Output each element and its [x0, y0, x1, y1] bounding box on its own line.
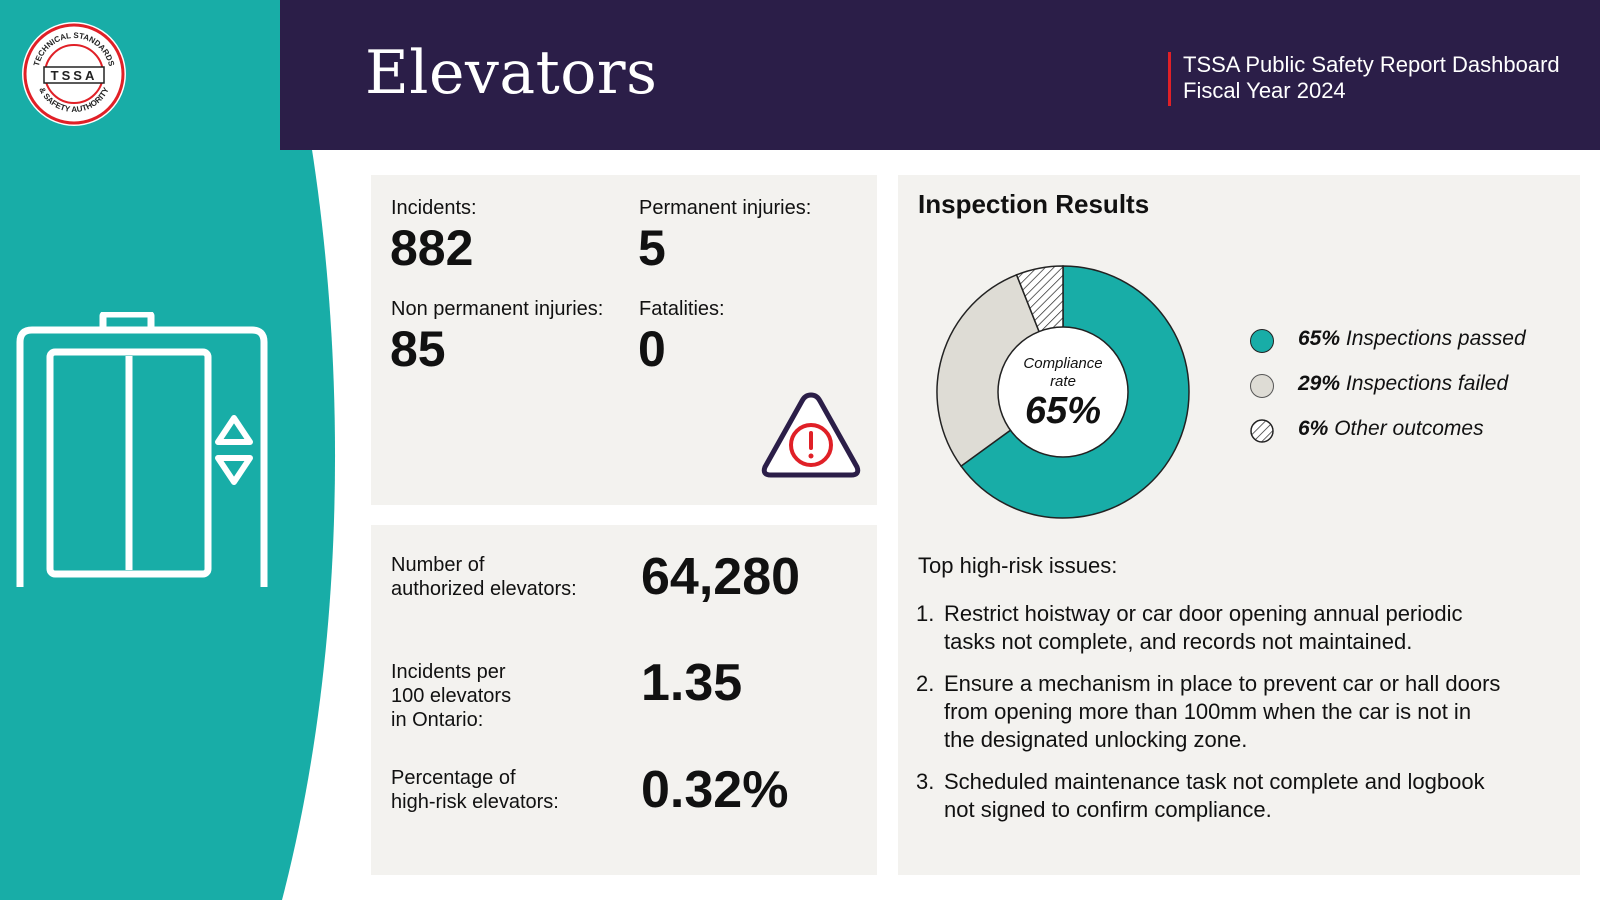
issue-line: Ensure a mechanism in place to prevent car or hall doors — [944, 671, 1501, 696]
highrisk-label-line1: Percentage of — [391, 767, 516, 789]
logo-arc-bottom: & SAFETY AUTHORITY — [37, 85, 111, 115]
incident-stats-card — [371, 175, 877, 505]
issue-line: tasks not complete, and records not maintained. — [944, 629, 1413, 654]
inspection-title: Inspection Results — [918, 189, 1150, 219]
permanent-injuries-label: Permanent injuries: — [639, 197, 812, 219]
issue-line: from opening more than 100mm when the car is not in — [944, 699, 1472, 724]
legend-label-passed: 65% Inspections passed — [1298, 327, 1526, 350]
legend-label-failed: 29% Inspections failed — [1298, 372, 1509, 395]
issue-line: Scheduled maintenance task not complete and logbook — [944, 769, 1485, 794]
authorized-label-line2: authorized elevators: — [391, 578, 577, 600]
compliance-label-rate: rate — [1050, 373, 1076, 390]
issue-number: 1. — [916, 601, 935, 626]
issue-item — [916, 670, 1556, 754]
per100-label-line2: 100 elevators — [391, 685, 512, 707]
highrisk-label-line2: high-risk elevators: — [391, 791, 559, 813]
page-title: Elevators — [365, 38, 658, 108]
elevator-stats-card — [371, 525, 877, 875]
fatalities-label: Fatalities: — [639, 298, 725, 320]
logo-arc-top: TECHNICAL STANDARDS — [31, 30, 117, 68]
non-permanent-injuries-value: 85 — [390, 321, 446, 377]
elevator-icon — [16, 312, 276, 592]
authorized-elevators-value: 64,280 — [641, 548, 801, 606]
legend-swatch-passed — [1250, 329, 1274, 353]
incidents-per-100-label — [391, 660, 621, 732]
legend-swatch-failed — [1250, 374, 1274, 398]
compliance-label: Compliance — [1023, 355, 1103, 372]
incidents-value: 882 — [390, 220, 474, 276]
incidents-per-100-value: 1.35 — [641, 654, 743, 712]
issue-line: not signed to confirm compliance. — [944, 797, 1272, 822]
logo-text: TSSA — [50, 68, 98, 83]
report-info — [1168, 52, 1560, 106]
authorized-label-line1: Number of — [391, 554, 485, 576]
issue-number: 2. — [916, 671, 935, 696]
fatalities-value: 0 — [638, 321, 666, 377]
issues-list — [916, 600, 1556, 838]
permanent-injuries-value: 5 — [638, 220, 666, 276]
inspection-results-card — [898, 175, 1580, 875]
issue-line: Restrict hoistway or car door opening annual periodic — [944, 601, 1463, 626]
legend-swatch-other — [1250, 419, 1274, 443]
incidents-label: Incidents: — [391, 197, 477, 219]
issue-number: 3. — [916, 769, 935, 794]
report-name: TSSA Public Safety Report Dashboard — [1183, 52, 1560, 77]
issues-title: Top high-risk issues: — [918, 553, 1118, 578]
high-risk-percentage-value: 0.32% — [641, 761, 789, 819]
compliance-value: 65% — [1024, 390, 1102, 432]
issue-item — [916, 600, 1556, 656]
issue-line: the designated unlocking zone. — [944, 727, 1248, 752]
high-risk-percentage-label — [391, 766, 621, 814]
per100-label-line3: in Ontario: — [391, 709, 484, 731]
fiscal-year: Fiscal Year 2024 — [1183, 78, 1346, 103]
tssa-logo — [20, 20, 128, 128]
non-permanent-injuries-label: Non permanent injuries: — [391, 298, 604, 320]
inspection-donut-chart — [928, 257, 1198, 527]
issue-item — [916, 768, 1556, 824]
authorized-elevators-label — [391, 553, 621, 601]
per100-label-line1: Incidents per — [391, 661, 506, 683]
legend-label-other: 6% Other outcomes — [1298, 417, 1484, 440]
warning-triangle-icon — [759, 387, 863, 483]
